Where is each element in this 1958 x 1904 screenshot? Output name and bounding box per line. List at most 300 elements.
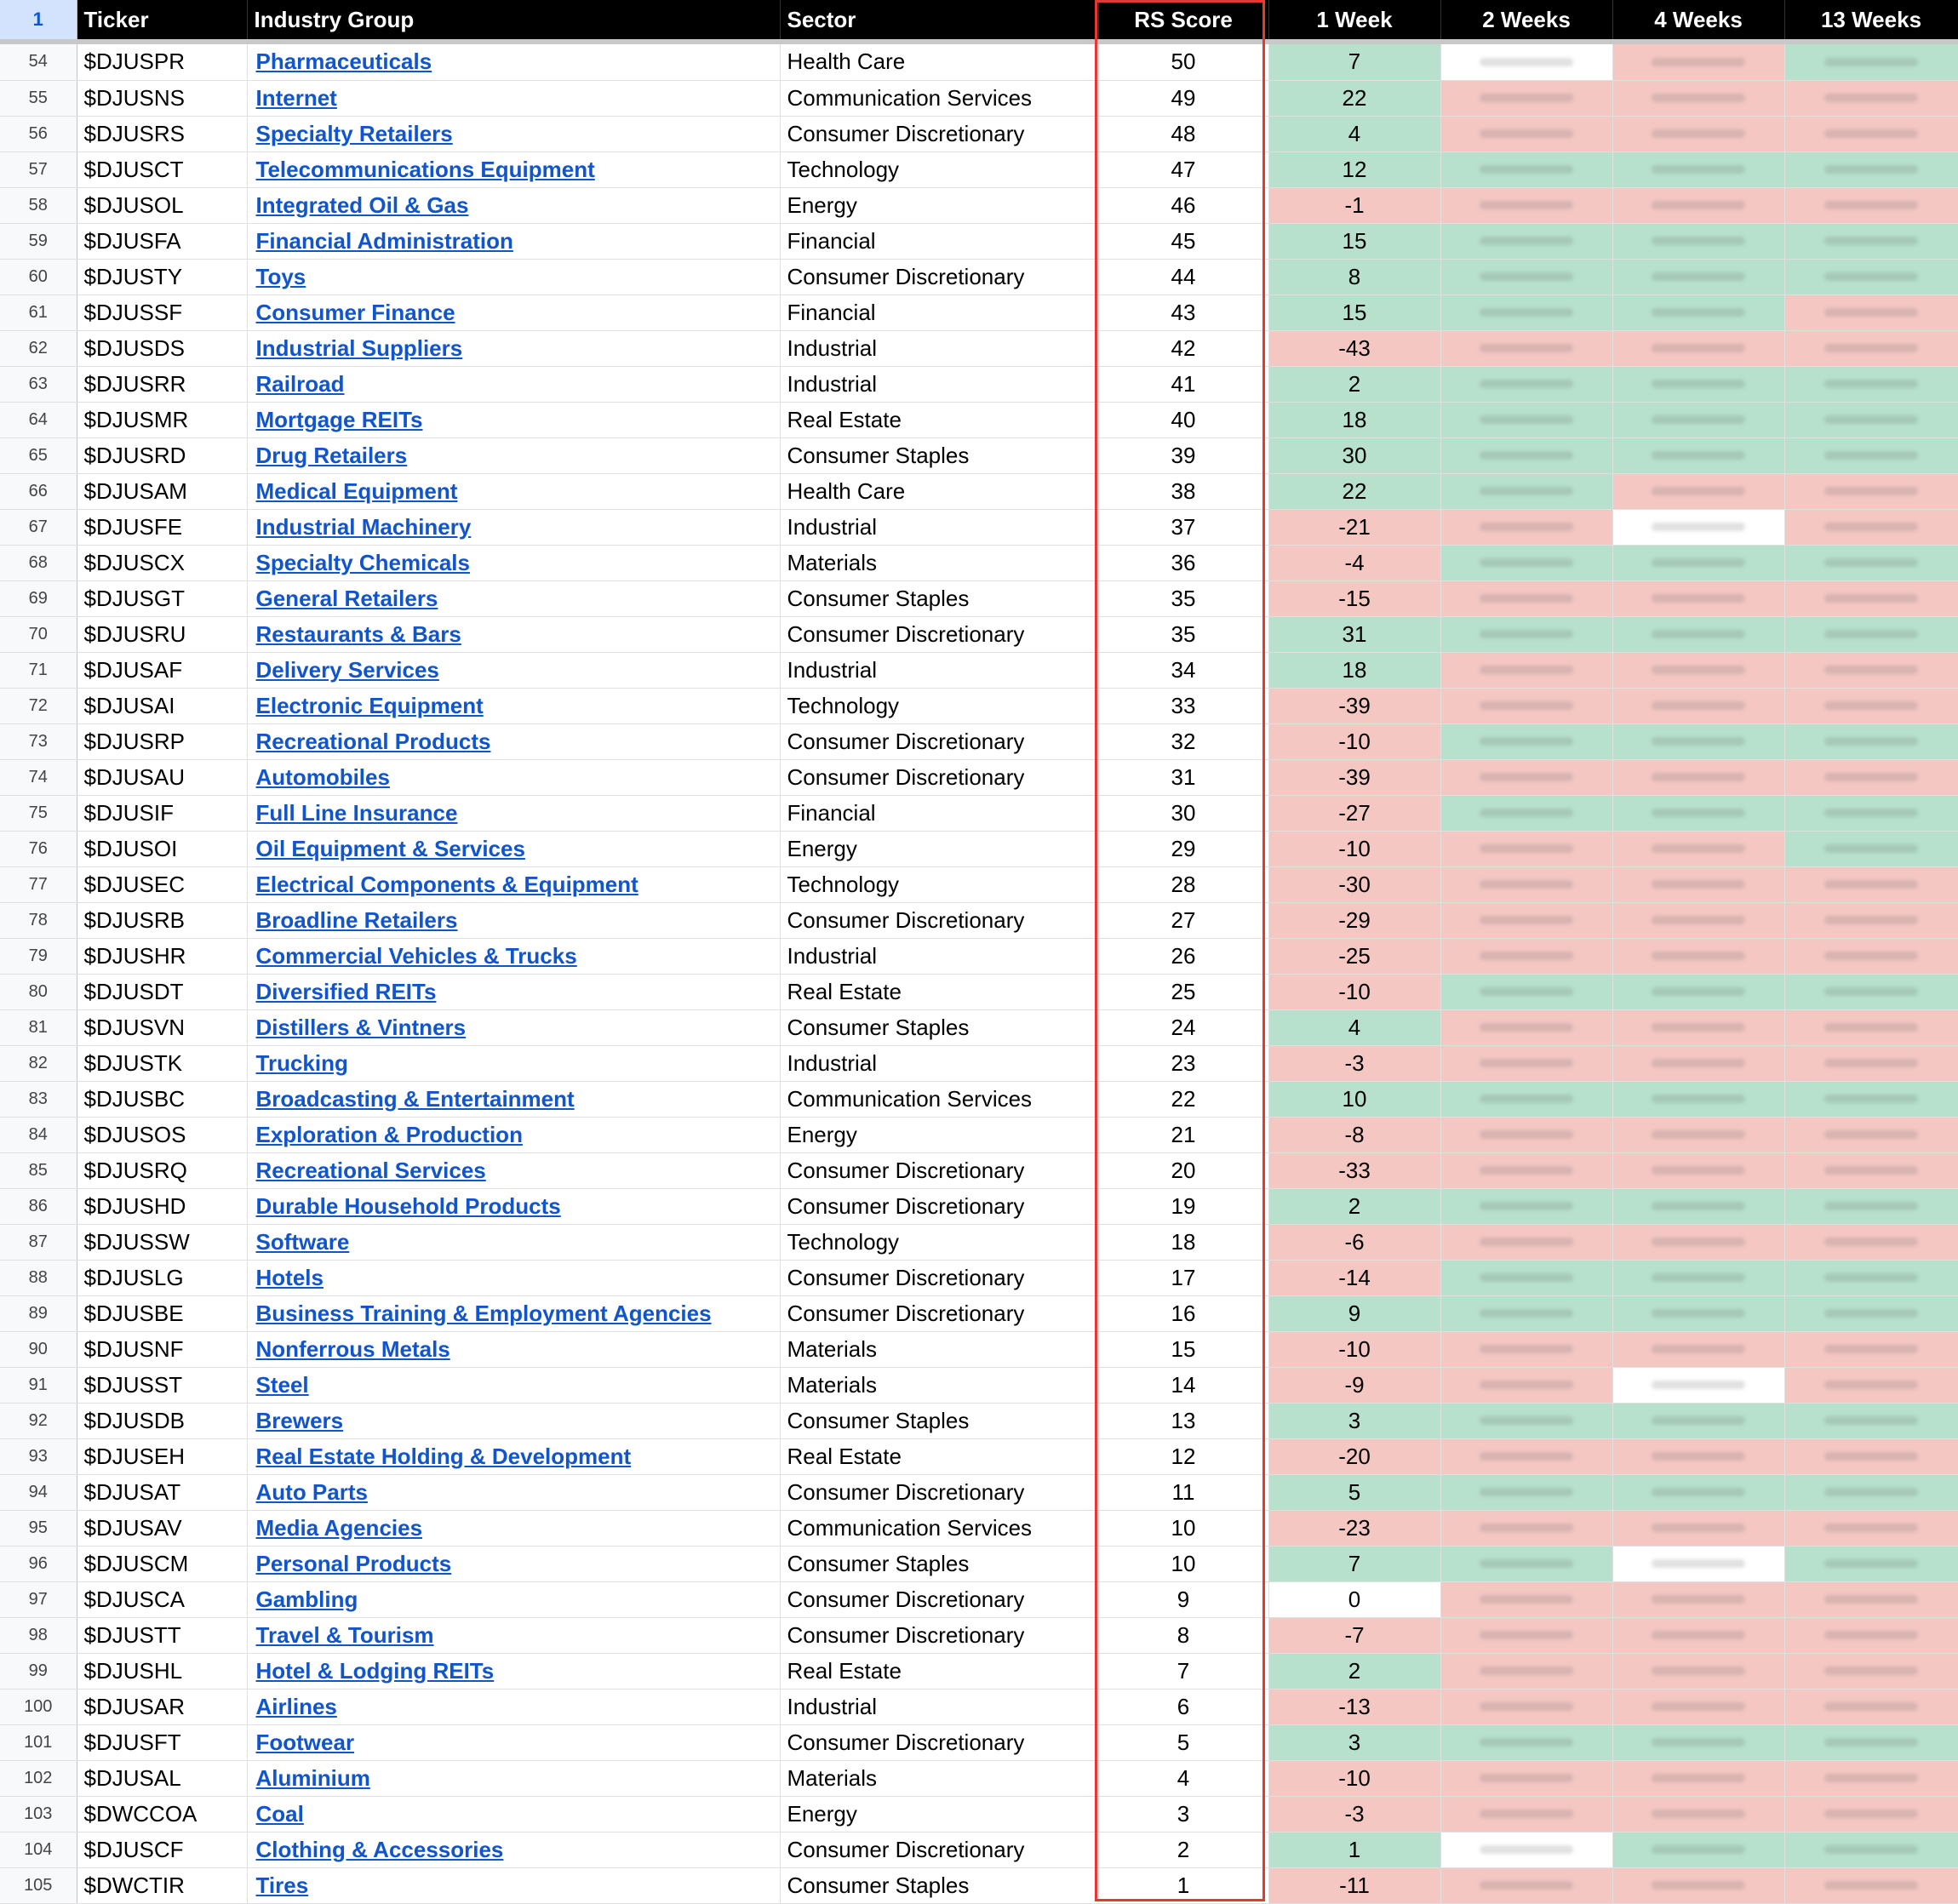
one-week-cell[interactable]: -3: [1268, 1045, 1440, 1081]
thirteen-weeks-cell[interactable]: [1784, 1117, 1958, 1152]
thirteen-weeks-cell[interactable]: [1784, 80, 1958, 116]
thirteen-weeks-cell[interactable]: [1784, 938, 1958, 974]
industry-group-cell[interactable]: [247, 545, 780, 580]
four-weeks-cell[interactable]: [1612, 580, 1784, 616]
one-week-cell[interactable]: -27: [1268, 795, 1440, 831]
rs-score-cell[interactable]: 32: [1098, 723, 1268, 759]
industry-group-cell[interactable]: [247, 259, 780, 294]
thirteen-weeks-cell[interactable]: [1784, 402, 1958, 437]
industry-group-link[interactable]: Recreational Products: [255, 728, 491, 754]
industry-group-cell[interactable]: [247, 688, 780, 723]
table-row[interactable]: [0, 795, 1958, 831]
ticker-cell[interactable]: $DWCTIR: [77, 1867, 247, 1903]
four-weeks-cell[interactable]: [1612, 616, 1784, 652]
industry-group-link[interactable]: Mortgage REITs: [255, 406, 423, 432]
four-weeks-cell[interactable]: [1612, 187, 1784, 223]
table-row[interactable]: [0, 1689, 1958, 1724]
thirteen-weeks-cell[interactable]: [1784, 1474, 1958, 1510]
two-weeks-cell[interactable]: [1440, 1367, 1612, 1403]
sector-cell[interactable]: Consumer Discretionary: [780, 1474, 1098, 1510]
thirteen-weeks-cell[interactable]: [1784, 1510, 1958, 1546]
industry-group-cell[interactable]: [247, 652, 780, 688]
rs-score-cell[interactable]: 34: [1098, 652, 1268, 688]
industry-group-cell[interactable]: [247, 1331, 780, 1367]
thirteen-weeks-cell[interactable]: [1784, 866, 1958, 902]
table-row[interactable]: [0, 1295, 1958, 1331]
industry-group-cell[interactable]: [247, 1867, 780, 1903]
one-week-cell[interactable]: 0: [1268, 1581, 1440, 1617]
one-week-cell[interactable]: 7: [1268, 44, 1440, 80]
sector-cell[interactable]: Industrial: [780, 366, 1098, 402]
rs-score-cell[interactable]: 48: [1098, 116, 1268, 152]
one-week-cell[interactable]: 2: [1268, 1653, 1440, 1689]
sector-cell[interactable]: Consumer Discretionary: [780, 1832, 1098, 1867]
ticker-cell[interactable]: $DJUSLG: [77, 1260, 247, 1295]
row-number[interactable]: 78: [0, 902, 77, 938]
ticker-cell[interactable]: $DJUSNF: [77, 1331, 247, 1367]
industry-group-link[interactable]: Business Training & Employment Agencies: [255, 1300, 712, 1326]
two-weeks-cell[interactable]: [1440, 938, 1612, 974]
industry-group-link[interactable]: Integrated Oil & Gas: [255, 192, 469, 218]
rs-score-cell[interactable]: 8: [1098, 1617, 1268, 1653]
two-weeks-cell[interactable]: [1440, 902, 1612, 938]
four-weeks-cell[interactable]: [1612, 1510, 1784, 1546]
two-weeks-cell[interactable]: [1440, 974, 1612, 1009]
industry-group-cell[interactable]: [247, 223, 780, 259]
ticker-cell[interactable]: $DJUSAR: [77, 1689, 247, 1724]
industry-group-cell[interactable]: [247, 759, 780, 795]
industry-group-cell[interactable]: [247, 509, 780, 545]
table-row[interactable]: [0, 902, 1958, 938]
industry-group-link[interactable]: Coal: [255, 1800, 304, 1827]
four-weeks-cell[interactable]: [1612, 1689, 1784, 1724]
two-weeks-cell[interactable]: [1440, 1653, 1612, 1689]
table-row[interactable]: [0, 580, 1958, 616]
industry-group-cell[interactable]: [247, 795, 780, 831]
two-weeks-cell[interactable]: [1440, 1081, 1612, 1117]
sector-cell[interactable]: Consumer Staples: [780, 1546, 1098, 1581]
one-week-cell[interactable]: 12: [1268, 152, 1440, 187]
industry-group-link[interactable]: Railroad: [255, 370, 345, 397]
two-weeks-cell[interactable]: [1440, 688, 1612, 723]
one-week-cell[interactable]: -15: [1268, 580, 1440, 616]
table-row[interactable]: [0, 652, 1958, 688]
four-weeks-cell[interactable]: [1612, 1188, 1784, 1224]
industry-group-cell[interactable]: [247, 437, 780, 473]
row-number[interactable]: 98: [0, 1617, 77, 1653]
rs-score-cell[interactable]: 21: [1098, 1117, 1268, 1152]
row-number[interactable]: 59: [0, 223, 77, 259]
industry-group-cell[interactable]: [247, 80, 780, 116]
table-row[interactable]: [0, 759, 1958, 795]
table-row[interactable]: [0, 366, 1958, 402]
row-number[interactable]: 70: [0, 616, 77, 652]
four-weeks-cell[interactable]: [1612, 1009, 1784, 1045]
sector-cell[interactable]: Health Care: [780, 44, 1098, 80]
two-weeks-cell[interactable]: [1440, 1224, 1612, 1260]
row-number[interactable]: 91: [0, 1367, 77, 1403]
table-row[interactable]: [0, 1260, 1958, 1295]
one-week-cell[interactable]: -23: [1268, 1510, 1440, 1546]
two-weeks-cell[interactable]: [1440, 1546, 1612, 1581]
one-week-cell[interactable]: 15: [1268, 294, 1440, 330]
industry-group-cell[interactable]: [247, 1009, 780, 1045]
two-weeks-cell[interactable]: [1440, 580, 1612, 616]
row-number[interactable]: 54: [0, 44, 77, 80]
rs-score-cell[interactable]: 13: [1098, 1403, 1268, 1438]
sector-cell[interactable]: Consumer Discretionary: [780, 1724, 1098, 1760]
four-weeks-cell[interactable]: [1612, 1152, 1784, 1188]
row-number[interactable]: 96: [0, 1546, 77, 1581]
industry-group-cell[interactable]: [247, 1260, 780, 1295]
four-weeks-cell[interactable]: [1612, 44, 1784, 80]
industry-group-link[interactable]: Clothing & Accessories: [255, 1836, 504, 1862]
rs-score-cell[interactable]: 50: [1098, 44, 1268, 80]
thirteen-weeks-cell[interactable]: [1784, 1331, 1958, 1367]
one-week-cell[interactable]: -43: [1268, 330, 1440, 366]
ticker-cell[interactable]: $DJUSAT: [77, 1474, 247, 1510]
industry-group-link[interactable]: Industrial Suppliers: [255, 334, 463, 361]
row-number[interactable]: 87: [0, 1224, 77, 1260]
sector-cell[interactable]: Real Estate: [780, 1653, 1098, 1689]
row-number[interactable]: 61: [0, 294, 77, 330]
two-weeks-cell[interactable]: [1440, 1045, 1612, 1081]
row-number[interactable]: 93: [0, 1438, 77, 1474]
rs-score-cell[interactable]: 27: [1098, 902, 1268, 938]
rs-score-cell[interactable]: 19: [1098, 1188, 1268, 1224]
industry-group-cell[interactable]: [247, 1117, 780, 1152]
industry-group-link[interactable]: Delivery Services: [255, 656, 439, 683]
sector-cell[interactable]: Financial: [780, 795, 1098, 831]
sector-cell[interactable]: Technology: [780, 688, 1098, 723]
two-weeks-cell[interactable]: [1440, 1689, 1612, 1724]
one-week-cell[interactable]: 31: [1268, 616, 1440, 652]
rs-score-cell[interactable]: 29: [1098, 831, 1268, 866]
one-week-cell[interactable]: -21: [1268, 509, 1440, 545]
ticker-cell[interactable]: $DJUSAM: [77, 473, 247, 509]
table-row[interactable]: [0, 187, 1958, 223]
rs-score-cell[interactable]: 26: [1098, 938, 1268, 974]
thirteen-weeks-cell[interactable]: [1784, 1617, 1958, 1653]
sector-cell[interactable]: Consumer Discretionary: [780, 1295, 1098, 1331]
thirteen-weeks-cell[interactable]: [1784, 831, 1958, 866]
four-weeks-cell[interactable]: [1612, 1581, 1784, 1617]
industry-group-link[interactable]: Distillers & Vintners: [255, 1014, 467, 1040]
two-weeks-cell[interactable]: [1440, 1510, 1612, 1546]
rs-score-cell[interactable]: 16: [1098, 1295, 1268, 1331]
thirteen-weeks-cell[interactable]: [1784, 366, 1958, 402]
sector-cell[interactable]: Consumer Staples: [780, 1867, 1098, 1903]
row-number[interactable]: 76: [0, 831, 77, 866]
thirteen-weeks-cell[interactable]: [1784, 330, 1958, 366]
one-week-cell[interactable]: -1: [1268, 187, 1440, 223]
table-row[interactable]: [0, 259, 1958, 294]
four-weeks-cell[interactable]: [1612, 402, 1784, 437]
one-week-cell[interactable]: -4: [1268, 545, 1440, 580]
row-number[interactable]: 105: [0, 1867, 77, 1903]
two-weeks-cell[interactable]: [1440, 1152, 1612, 1188]
rs-score-cell[interactable]: 18: [1098, 1224, 1268, 1260]
table-row[interactable]: [0, 723, 1958, 759]
two-weeks-cell[interactable]: [1440, 1832, 1612, 1867]
industry-group-cell[interactable]: [247, 1403, 780, 1438]
four-weeks-cell[interactable]: [1612, 116, 1784, 152]
row-number[interactable]: 86: [0, 1188, 77, 1224]
table-row[interactable]: [0, 1081, 1958, 1117]
industry-group-link[interactable]: Diversified REITs: [255, 978, 437, 1004]
two-weeks-cell[interactable]: [1440, 1617, 1612, 1653]
ticker-cell[interactable]: $DJUSBC: [77, 1081, 247, 1117]
sector-cell[interactable]: Materials: [780, 1760, 1098, 1796]
one-week-cell[interactable]: -39: [1268, 688, 1440, 723]
row-number[interactable]: 66: [0, 473, 77, 509]
table-row[interactable]: [0, 616, 1958, 652]
rs-score-cell[interactable]: 12: [1098, 1438, 1268, 1474]
industry-group-link[interactable]: Durable Household Products: [255, 1192, 561, 1219]
rs-score-cell[interactable]: 9: [1098, 1581, 1268, 1617]
ticker-cell[interactable]: $DJUSTY: [77, 259, 247, 294]
table-row[interactable]: [0, 80, 1958, 116]
table-row[interactable]: [0, 1367, 1958, 1403]
sector-cell[interactable]: Materials: [780, 1367, 1098, 1403]
four-weeks-cell[interactable]: [1612, 1546, 1784, 1581]
table-row[interactable]: [0, 1403, 1958, 1438]
sector-cell[interactable]: Materials: [780, 545, 1098, 580]
one-week-cell[interactable]: -39: [1268, 759, 1440, 795]
industry-group-link[interactable]: Specialty Retailers: [255, 120, 453, 146]
two-weeks-cell[interactable]: [1440, 1260, 1612, 1295]
industry-group-link[interactable]: Full Line Insurance: [255, 799, 458, 826]
rs-score-cell[interactable]: 41: [1098, 366, 1268, 402]
sector-cell[interactable]: Consumer Staples: [780, 437, 1098, 473]
sector-cell[interactable]: Consumer Staples: [780, 1403, 1098, 1438]
rs-score-cell[interactable]: 30: [1098, 795, 1268, 831]
ticker-cell[interactable]: $DJUSEC: [77, 866, 247, 902]
four-weeks-cell[interactable]: [1612, 545, 1784, 580]
ticker-cell[interactable]: $DJUSRS: [77, 116, 247, 152]
col-header-rs-score[interactable]: RS Score: [1098, 0, 1268, 39]
two-weeks-cell[interactable]: [1440, 1331, 1612, 1367]
industry-group-link[interactable]: Exploration & Production: [255, 1121, 523, 1147]
ticker-cell[interactable]: $DJUSAL: [77, 1760, 247, 1796]
four-weeks-cell[interactable]: [1612, 1081, 1784, 1117]
four-weeks-cell[interactable]: [1612, 1260, 1784, 1295]
row-number-header[interactable]: 1: [0, 0, 77, 39]
ticker-cell[interactable]: $DJUSHL: [77, 1653, 247, 1689]
sector-cell[interactable]: Energy: [780, 831, 1098, 866]
table-row[interactable]: [0, 688, 1958, 723]
row-number[interactable]: 71: [0, 652, 77, 688]
sector-cell[interactable]: Industrial: [780, 330, 1098, 366]
ticker-cell[interactable]: $DJUSHR: [77, 938, 247, 974]
two-weeks-cell[interactable]: [1440, 866, 1612, 902]
four-weeks-cell[interactable]: [1612, 259, 1784, 294]
four-weeks-cell[interactable]: [1612, 938, 1784, 974]
sector-cell[interactable]: Communication Services: [780, 80, 1098, 116]
row-number[interactable]: 84: [0, 1117, 77, 1152]
two-weeks-cell[interactable]: [1440, 402, 1612, 437]
four-weeks-cell[interactable]: [1612, 152, 1784, 187]
table-row[interactable]: [0, 974, 1958, 1009]
sector-cell[interactable]: Energy: [780, 187, 1098, 223]
four-weeks-cell[interactable]: [1612, 1045, 1784, 1081]
one-week-cell[interactable]: 18: [1268, 652, 1440, 688]
row-number[interactable]: 89: [0, 1295, 77, 1331]
ticker-cell[interactable]: $DJUSRD: [77, 437, 247, 473]
industry-group-cell[interactable]: [247, 1152, 780, 1188]
industry-group-link[interactable]: Auto Parts: [255, 1478, 368, 1505]
thirteen-weeks-cell[interactable]: [1784, 509, 1958, 545]
rs-score-cell[interactable]: 33: [1098, 688, 1268, 723]
thirteen-weeks-cell[interactable]: [1784, 1760, 1958, 1796]
rs-score-cell[interactable]: 28: [1098, 866, 1268, 902]
one-week-cell[interactable]: -11: [1268, 1867, 1440, 1903]
industry-group-cell[interactable]: [247, 473, 780, 509]
one-week-cell[interactable]: 2: [1268, 366, 1440, 402]
ticker-cell[interactable]: $DJUSAF: [77, 652, 247, 688]
industry-group-cell[interactable]: [247, 1796, 780, 1832]
table-row[interactable]: [0, 116, 1958, 152]
thirteen-weeks-cell[interactable]: [1784, 1438, 1958, 1474]
two-weeks-cell[interactable]: [1440, 759, 1612, 795]
row-number[interactable]: 88: [0, 1260, 77, 1295]
table-row[interactable]: [0, 473, 1958, 509]
one-week-cell[interactable]: 8: [1268, 259, 1440, 294]
ticker-cell[interactable]: $DJUSFE: [77, 509, 247, 545]
two-weeks-cell[interactable]: [1440, 616, 1612, 652]
ticker-cell[interactable]: $DJUSDS: [77, 330, 247, 366]
industry-group-cell[interactable]: [247, 1474, 780, 1510]
one-week-cell[interactable]: -20: [1268, 1438, 1440, 1474]
sector-cell[interactable]: Communication Services: [780, 1510, 1098, 1546]
industry-group-cell[interactable]: [247, 1224, 780, 1260]
thirteen-weeks-cell[interactable]: [1784, 44, 1958, 80]
two-weeks-cell[interactable]: [1440, 187, 1612, 223]
one-week-cell[interactable]: -6: [1268, 1224, 1440, 1260]
one-week-cell[interactable]: 1: [1268, 1832, 1440, 1867]
four-weeks-cell[interactable]: [1612, 866, 1784, 902]
ticker-cell[interactable]: $DJUSFA: [77, 223, 247, 259]
ticker-cell[interactable]: $DJUSCA: [77, 1581, 247, 1617]
ticker-cell[interactable]: $DJUSFT: [77, 1724, 247, 1760]
table-row[interactable]: [0, 1474, 1958, 1510]
table-row[interactable]: [0, 223, 1958, 259]
industry-group-link[interactable]: Internet: [255, 84, 337, 111]
thirteen-weeks-cell[interactable]: [1784, 1295, 1958, 1331]
one-week-cell[interactable]: -10: [1268, 974, 1440, 1009]
row-number[interactable]: 97: [0, 1581, 77, 1617]
table-row[interactable]: [0, 1117, 1958, 1152]
table-row[interactable]: [0, 1724, 1958, 1760]
row-number[interactable]: 74: [0, 759, 77, 795]
table-row[interactable]: [0, 1796, 1958, 1832]
four-weeks-cell[interactable]: [1612, 1367, 1784, 1403]
four-weeks-cell[interactable]: [1612, 688, 1784, 723]
col-header-2-weeks[interactable]: 2 Weeks: [1440, 0, 1612, 39]
ticker-cell[interactable]: $DJUSSF: [77, 294, 247, 330]
industry-group-link[interactable]: Telecommunications Equipment: [255, 156, 595, 182]
row-number[interactable]: 60: [0, 259, 77, 294]
thirteen-weeks-cell[interactable]: [1784, 1045, 1958, 1081]
industry-group-cell[interactable]: [247, 1546, 780, 1581]
one-week-cell[interactable]: -10: [1268, 723, 1440, 759]
two-weeks-cell[interactable]: [1440, 795, 1612, 831]
two-weeks-cell[interactable]: [1440, 366, 1612, 402]
industry-group-cell[interactable]: [247, 1617, 780, 1653]
industry-group-cell[interactable]: [247, 1295, 780, 1331]
industry-group-cell[interactable]: [247, 1653, 780, 1689]
two-weeks-cell[interactable]: [1440, 1009, 1612, 1045]
row-number[interactable]: 90: [0, 1331, 77, 1367]
industry-group-cell[interactable]: [247, 1689, 780, 1724]
thirteen-weeks-cell[interactable]: [1784, 1188, 1958, 1224]
sector-cell[interactable]: Industrial: [780, 652, 1098, 688]
ticker-cell[interactable]: $DJUSEH: [77, 1438, 247, 1474]
table-row[interactable]: [0, 1438, 1958, 1474]
ticker-cell[interactable]: $DJUSRB: [77, 902, 247, 938]
ticker-cell[interactable]: $DJUSAU: [77, 759, 247, 795]
rs-score-cell[interactable]: 24: [1098, 1009, 1268, 1045]
one-week-cell[interactable]: 9: [1268, 1295, 1440, 1331]
two-weeks-cell[interactable]: [1440, 1474, 1612, 1510]
sector-cell[interactable]: Technology: [780, 152, 1098, 187]
sector-cell[interactable]: Financial: [780, 223, 1098, 259]
thirteen-weeks-cell[interactable]: [1784, 473, 1958, 509]
ticker-cell[interactable]: $DJUSCM: [77, 1546, 247, 1581]
industry-group-link[interactable]: Media Agencies: [255, 1514, 423, 1541]
industry-group-link[interactable]: Hotels: [255, 1264, 323, 1290]
rs-score-cell[interactable]: 5: [1098, 1724, 1268, 1760]
ticker-cell[interactable]: $DJUSAI: [77, 688, 247, 723]
ticker-cell[interactable]: $DJUSPR: [77, 44, 247, 80]
table-row[interactable]: [0, 1832, 1958, 1867]
industry-group-link[interactable]: Aluminium: [255, 1764, 370, 1791]
ticker-cell[interactable]: $DJUSOS: [77, 1117, 247, 1152]
industry-group-link[interactable]: Medical Equipment: [255, 477, 458, 504]
rs-score-cell[interactable]: 47: [1098, 152, 1268, 187]
two-weeks-cell[interactable]: [1440, 44, 1612, 80]
sector-cell[interactable]: Financial: [780, 294, 1098, 330]
rs-score-cell[interactable]: 49: [1098, 80, 1268, 116]
industry-group-cell[interactable]: [247, 580, 780, 616]
sector-cell[interactable]: Communication Services: [780, 1081, 1098, 1117]
four-weeks-cell[interactable]: [1612, 723, 1784, 759]
thirteen-weeks-cell[interactable]: [1784, 116, 1958, 152]
ticker-cell[interactable]: $DJUSCT: [77, 152, 247, 187]
four-weeks-cell[interactable]: [1612, 974, 1784, 1009]
sector-cell[interactable]: Consumer Staples: [780, 1009, 1098, 1045]
one-week-cell[interactable]: 7: [1268, 1546, 1440, 1581]
thirteen-weeks-cell[interactable]: [1784, 294, 1958, 330]
table-row[interactable]: [0, 509, 1958, 545]
rs-score-cell[interactable]: 2: [1098, 1832, 1268, 1867]
two-weeks-cell[interactable]: [1440, 473, 1612, 509]
sector-cell[interactable]: Consumer Discretionary: [780, 116, 1098, 152]
two-weeks-cell[interactable]: [1440, 831, 1612, 866]
rs-score-cell[interactable]: 38: [1098, 473, 1268, 509]
sector-cell[interactable]: Industrial: [780, 938, 1098, 974]
one-week-cell[interactable]: -30: [1268, 866, 1440, 902]
row-number[interactable]: 69: [0, 580, 77, 616]
row-number[interactable]: 81: [0, 1009, 77, 1045]
four-weeks-cell[interactable]: [1612, 1438, 1784, 1474]
sector-cell[interactable]: Consumer Staples: [780, 580, 1098, 616]
one-week-cell[interactable]: 3: [1268, 1724, 1440, 1760]
four-weeks-cell[interactable]: [1612, 1224, 1784, 1260]
row-number[interactable]: 67: [0, 509, 77, 545]
industry-group-cell[interactable]: [247, 402, 780, 437]
two-weeks-cell[interactable]: [1440, 1760, 1612, 1796]
